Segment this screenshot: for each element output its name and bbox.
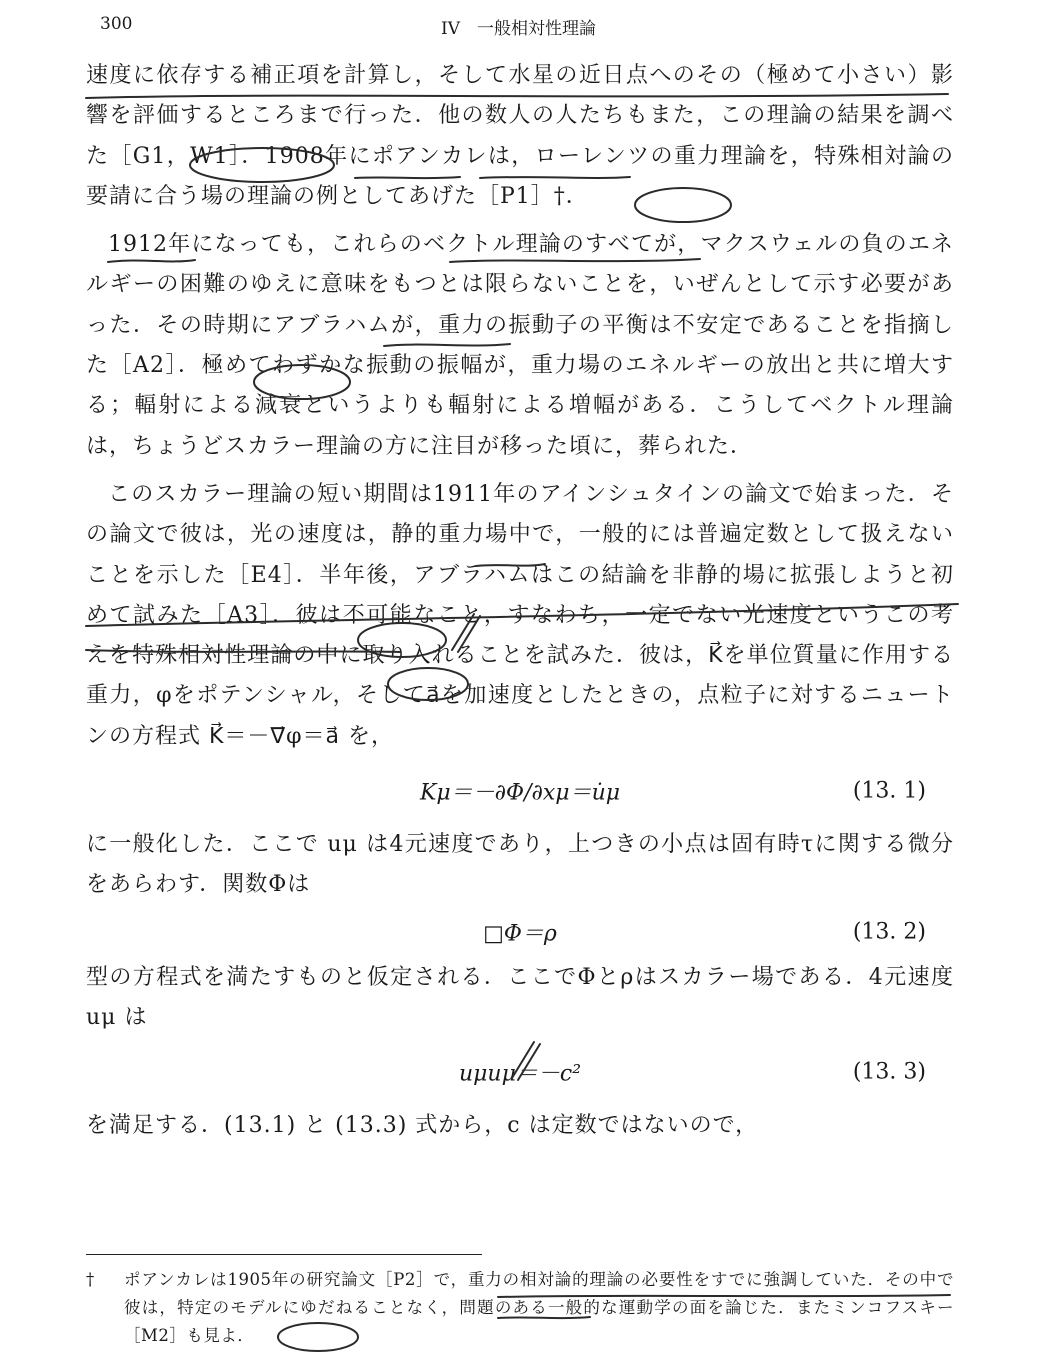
page-header — [0, 10, 1037, 40]
paragraph-6: を満足する．(13.1) と (13.3) 式から，c は定数ではないので， — [86, 1113, 759, 1139]
equation-expression: uμuμ＝－c² — [458, 1061, 582, 1087]
equation-13-1 — [86, 757, 954, 825]
equation-expression: Kμ＝－∂Φ/∂xμ＝u̇μ — [419, 780, 621, 806]
body-text — [86, 56, 954, 1147]
footnote-mark: † — [86, 1270, 95, 1289]
equation-13-2 — [86, 906, 954, 958]
equation-number: (13. 1) — [852, 778, 926, 804]
equation-expression: □Φ＝ρ — [483, 921, 557, 947]
paragraph-5: 型の方程式を満たすものと仮定される．ここでΦとρはスカラー場である．4元速度 uμ は — [86, 964, 954, 1030]
footnote — [86, 1266, 954, 1350]
paragraph-3: このスカラー理論の短い期間は1911年のアインシュタインの論文で始まった．その論文で彼は，光の速度は，静的重力場中で，一般的には普遍定数として扱えないことを示した［E4］．半年後，アブラハムはこの結論を非静的場に拡張しようと初めて試みた［A3］．彼は不可能なこと，すなわち，一定でない光速度というこの考えを特殊相対性理論の中に取り入れることを試みた．彼は，K⃗を単位質量に作用する重力，φをポテンシャル，そしてa⃗を加速度としたときの，点粒子に対するニュートンの方程式 K⃗＝－∇⃗φ＝a⃗ を， — [86, 481, 954, 749]
equation-13-3 — [86, 1038, 954, 1106]
equation-number: (13. 2) — [852, 919, 926, 945]
paragraph-2: 1912年になっても，これらのベクトル理論のすべてが，マクスウェルの負のエネルギーの困難のゆえに意味をもつとは限らないことを，いぜんとして示す必要があった．その時期にアブラハムが，重力の振動子の平衡は不安定であることを指摘した［A2］．極めてわずかな振動の振幅が，重力場のエネルギーの放出と共に増大する；輻射による減衰というよりも輻射による増幅がある．こうしてベクトル理論は，ちょうどスカラー理論の方に注目が移った頃に，葬られた． — [86, 232, 954, 459]
footnote-text: ポアンカレは1905年の研究論文［P2］で，重力の相対論的理論の必要性をすでに強調していた．その中で彼は，特定のモデルにゆだねることなく，問題のある一般的な運動学の面を論じた．またミンコフスキー［M2］も見よ． — [124, 1270, 954, 1345]
page-number: 300 — [100, 14, 133, 34]
footnote-rule — [86, 1254, 482, 1255]
equation-number: (13. 3) — [852, 1059, 926, 1085]
running-title: IV 一般相対性理論 — [441, 19, 596, 39]
paragraph-1: 速度に依存する補正項を計算し，そして水星の近日点へのその（極めて小さい）影響を評価するところまで行った．他の数人の人たちもまた，この理論の結果を調べた［G1，W1］．1908年にポアンカレは，ローレンツの重力理論を，特殊相対論の要請に合う場の理論の例としてあげた［P1］†． — [86, 63, 954, 209]
paragraph-4: に一般化した．ここで uμ は4元速度であり，上つきの小点は固有時τに関する微分をあらわす．関数Φは — [86, 832, 954, 898]
